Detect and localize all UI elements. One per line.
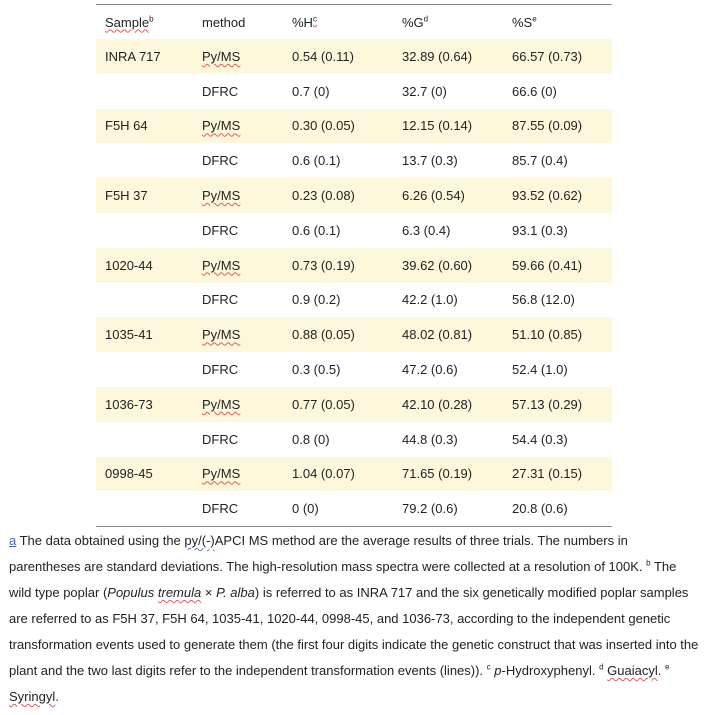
cell-g [393, 317, 503, 352]
cell-sample [96, 178, 193, 213]
footnote-b-genus: Populus [107, 585, 155, 600]
footnote-e-mark: e [664, 662, 670, 672]
footnote-d-text-2: . [657, 663, 665, 678]
cell-h [283, 317, 393, 352]
table-row [96, 39, 612, 74]
cell-h-value: 0.6 (0.1) [292, 222, 341, 238]
cell-h-value: 0.9 (0.2) [292, 292, 341, 308]
cell-s-value: 27.31 (0.15) [512, 466, 583, 482]
cell-method-value: Py/MS [202, 188, 241, 204]
cell-h [283, 109, 393, 144]
header-sample [96, 5, 193, 40]
cell-sample-value: F5H 64 [105, 118, 148, 134]
table-row [96, 352, 612, 387]
cell-method [193, 39, 283, 74]
cell-s-value: 85.7 (0.4) [512, 153, 568, 169]
footnote-b-species2: P. alba [216, 585, 255, 600]
cell-g-value: 32.89 (0.64) [402, 48, 473, 64]
cell-h-value: 0.30 (0.05) [292, 118, 355, 134]
cell-g [393, 283, 503, 318]
cell-h [283, 352, 393, 387]
cell-method [193, 422, 283, 457]
cell-s-value: 51.10 (0.85) [512, 327, 583, 343]
cell-g [393, 143, 503, 178]
cell-g [393, 39, 503, 74]
table-row [96, 422, 612, 457]
table-row [96, 457, 612, 492]
cell-h-value: 0.8 (0) [292, 431, 330, 447]
cell-g-value: 39.62 (0.60) [402, 257, 473, 273]
cell-method [193, 178, 283, 213]
cell-s-value: 54.4 (0.3) [512, 431, 568, 447]
cell-sample [96, 39, 193, 74]
table-footnotes [9, 528, 699, 710]
table-row [96, 248, 612, 283]
cell-method [193, 387, 283, 422]
cell-sample [96, 109, 193, 144]
cell-s-value: 59.66 (0.41) [512, 257, 583, 273]
header-h-label: %H [292, 14, 313, 30]
cell-method [193, 283, 283, 318]
cell-h-value: 0 (0) [292, 501, 319, 517]
header-s [503, 5, 612, 40]
cell-method-value: Py/MS [202, 466, 241, 482]
cell-s-value: 66.6 (0) [512, 83, 557, 99]
cell-h [283, 422, 393, 457]
cell-s [503, 457, 612, 492]
cell-h [283, 143, 393, 178]
table-row [96, 109, 612, 144]
cell-g-value: 13.7 (0.3) [402, 153, 458, 169]
cell-s [503, 178, 612, 213]
cell-h [283, 213, 393, 248]
footnote-b-species1: tremula [157, 585, 202, 600]
cell-g-value: 32.7 (0) [402, 83, 447, 99]
cell-g-value: 6.26 (0.54) [402, 188, 465, 204]
cell-h [283, 178, 393, 213]
header-sample-label: Sample [105, 14, 150, 30]
cell-sample [96, 387, 193, 422]
cell-sample [96, 248, 193, 283]
cell-sample [96, 213, 193, 248]
table-row [96, 74, 612, 109]
cell-h [283, 74, 393, 109]
table-body [96, 39, 612, 527]
header-g-label: %G [402, 14, 424, 30]
table-row [96, 387, 612, 422]
cell-g [393, 422, 503, 457]
cell-method [193, 213, 283, 248]
cell-sample [96, 352, 193, 387]
header-s-label: %S [512, 14, 533, 30]
cell-method-value: Py/MS [202, 48, 241, 64]
cell-sample-value: 1036-73 [105, 396, 153, 412]
footnote-b-text-1: The wild type poplar ( [9, 559, 677, 600]
cell-method-value: Py/MS [202, 118, 241, 134]
cell-method-value: DFRC [202, 222, 239, 238]
footnote-a-text-2: APCI MS method are the average results of three trials. The numbers in parentheses are standard deviations. The high-resolution mass spectra were collected at a resolution of 100K. [9, 533, 647, 574]
header-sample-footnote-mark: b [149, 14, 154, 24]
footnote-a-mark: a [9, 533, 17, 548]
header-s-footnote-mark: e [532, 14, 537, 24]
cell-s [503, 422, 612, 457]
footnote-d-mark: d [599, 662, 604, 672]
cell-h-value: 1.04 (0.07) [292, 466, 355, 482]
cell-method-value: DFRC [202, 153, 239, 169]
cell-method [193, 109, 283, 144]
table-row [96, 317, 612, 352]
cell-g-value: 48.02 (0.81) [402, 327, 473, 343]
cell-s-value: 56.8 (12.0) [512, 292, 575, 308]
footnote-b-mark: b [646, 558, 651, 568]
cell-g [393, 178, 503, 213]
header-h-footnote-mark: c [312, 14, 317, 24]
cell-method-value: Py/MS [202, 396, 241, 412]
table-row [96, 143, 612, 178]
cell-sample-value: F5H 37 [105, 188, 148, 204]
cell-g-value: 47.2 (0.6) [402, 362, 458, 378]
cell-method [193, 74, 283, 109]
cell-g-value: 42.2 (1.0) [402, 292, 458, 308]
cell-h [283, 491, 393, 526]
cell-s [503, 143, 612, 178]
cell-method-value: DFRC [202, 292, 239, 308]
cell-s [503, 491, 612, 526]
cell-h [283, 387, 393, 422]
cell-g [393, 248, 503, 283]
cell-method-value: DFRC [202, 501, 239, 517]
cell-g-value: 79.2 (0.6) [402, 501, 458, 517]
table-row [96, 213, 612, 248]
cell-s [503, 109, 612, 144]
cell-sample [96, 74, 193, 109]
header-g-footnote-mark: d [423, 14, 429, 24]
footnote-b-text-2: ) is referred to as INRA 717 and the six genetically modified poplar samples are referred to as F5H 37, F5H 64, 1035-41, 1020-44, 0998-45, and 1036-73, according to the independent genetic transformation events used to generate them (the first four digits indicate the genetic construct that was inserted into the plant and the two last digits refer to the independent transformation events (lines)). [9, 585, 699, 678]
cell-sample [96, 317, 193, 352]
footnote-paragraph [9, 528, 699, 710]
cell-method-value: DFRC [202, 431, 239, 447]
cell-g [393, 352, 503, 387]
footnote-c-mark: c [486, 662, 491, 672]
cell-h-value: 0.3 (0.5) [292, 362, 341, 378]
cell-g-value: 12.15 (0.14) [402, 118, 473, 134]
cell-sample [96, 457, 193, 492]
header-method [193, 5, 283, 40]
cell-h-value: 0.77 (0.05) [292, 396, 355, 412]
cell-g [393, 457, 503, 492]
header-h [283, 5, 393, 40]
table-row [96, 491, 612, 526]
table-row [96, 178, 612, 213]
cell-sample-value: 1035-41 [105, 327, 153, 343]
cell-g [393, 491, 503, 526]
cell-s-value: 52.4 (1.0) [512, 362, 568, 378]
cell-sample-value: INRA 717 [105, 48, 161, 64]
cell-s [503, 39, 612, 74]
cell-h-value: 0.23 (0.08) [292, 188, 355, 204]
cell-g-value: 42.10 (0.28) [402, 396, 473, 412]
cell-method-value: DFRC [202, 83, 239, 99]
cell-method [193, 457, 283, 492]
cell-method-value: Py/MS [202, 257, 241, 273]
table-header [96, 5, 612, 40]
cell-sample [96, 143, 193, 178]
header-method-label: method [202, 14, 246, 30]
cell-s [503, 283, 612, 318]
footnote-d-word: Guaiacyl [607, 663, 658, 678]
header-row [96, 5, 612, 40]
cell-g [393, 213, 503, 248]
footnote-a-pyword: py/(-) [184, 533, 215, 548]
footnote-c-italic: p [494, 663, 502, 678]
cell-sample-value: 1020-44 [105, 257, 153, 273]
table-row [96, 283, 612, 318]
cell-g-value: 6.3 (0.4) [402, 222, 451, 238]
cell-g [393, 387, 503, 422]
lignin-composition-table [96, 4, 612, 527]
cell-method [193, 491, 283, 526]
cell-g-value: 71.65 (0.19) [402, 466, 473, 482]
cell-h-value: 0.88 (0.05) [292, 327, 355, 343]
composition-table-container [96, 4, 612, 527]
cell-s [503, 317, 612, 352]
cell-h [283, 283, 393, 318]
footnote-b-cross: × [201, 585, 217, 600]
cell-sample [96, 283, 193, 318]
cell-method-value: Py/MS [202, 327, 241, 343]
footnote-a-text-1: The data obtained using the [16, 533, 185, 548]
cell-s [503, 213, 612, 248]
cell-h [283, 248, 393, 283]
cell-g [393, 74, 503, 109]
cell-method [193, 248, 283, 283]
footnote-c-text-2: -Hydroxyphenyl. [501, 663, 600, 678]
cell-g [393, 109, 503, 144]
cell-s-value: 93.52 (0.62) [512, 188, 583, 204]
header-g [393, 5, 503, 40]
cell-s [503, 74, 612, 109]
cell-s-value: 93.1 (0.3) [512, 222, 568, 238]
footnote-e-word: Syringyl [9, 689, 56, 704]
cell-method-value: DFRC [202, 362, 239, 378]
cell-h-value: 0.6 (0.1) [292, 153, 341, 169]
cell-method [193, 317, 283, 352]
cell-s-value: 66.57 (0.73) [512, 48, 583, 64]
cell-h-value: 0.54 (0.11) [292, 48, 354, 64]
cell-h [283, 457, 393, 492]
cell-s-value: 20.8 (0.6) [512, 501, 568, 517]
cell-h [283, 39, 393, 74]
cell-s-value: 57.13 (0.29) [512, 396, 583, 412]
cell-s [503, 352, 612, 387]
cell-method [193, 143, 283, 178]
cell-h-value: 0.73 (0.19) [292, 257, 355, 273]
cell-s-value: 87.55 (0.09) [512, 118, 583, 134]
cell-sample-value: 0998-45 [105, 466, 153, 482]
footnote-e-text-2: . [55, 689, 59, 704]
cell-s [503, 387, 612, 422]
cell-g-value: 44.8 (0.3) [402, 431, 458, 447]
cell-method [193, 352, 283, 387]
cell-sample [96, 491, 193, 526]
cell-s [503, 248, 612, 283]
cell-sample [96, 422, 193, 457]
cell-h-value: 0.7 (0) [292, 83, 330, 99]
